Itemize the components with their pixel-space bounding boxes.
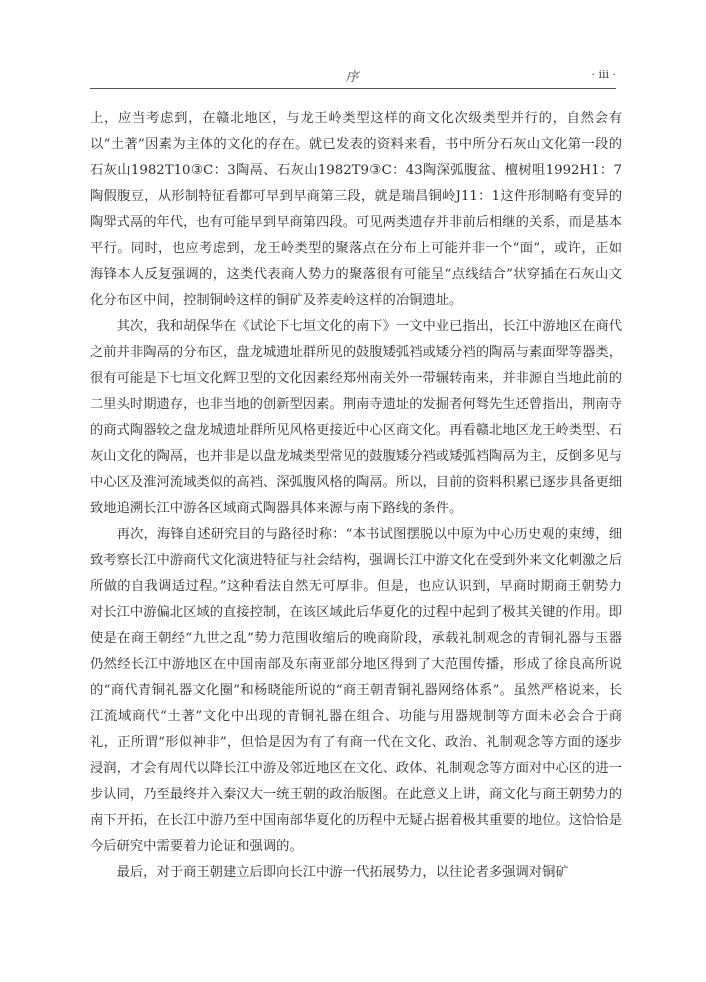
page-number: · iii ·: [591, 68, 616, 81]
running-title: 序: [345, 70, 361, 85]
page-header: [90, 66, 616, 88]
paragraph: 其次，我和胡保华在《试论下七垣文化的南下》一文中业已指出，长江中游地区在商代之前并非陶鬲的分布区，盘龙城遗址群所见的鼓腹矮弧裆或矮分裆的陶鬲与素面斝等器类，很有可能是下七垣文化辉卫型的文化因素经郑州南关外一带辗转南来，并非源自当地此前的二里头时期遗存，也非当地的创新型因素。荆南寺遗址的发掘者何驽先生还曾指出，荆南寺的商式陶器较之盘龙城遗址群所见风格更接近中心区商文化。再看赣北地区龙王岭类型、石灰山文化的陶鬲，也并非是以盘龙城类型常见的鼓腹矮分裆或矮弧裆陶鬲为主，反倒多见与中心区及淮河流域类似的高裆、深弧腹风格的陶鬲。所以，目前的资料积累已逐步具备更细致地追溯长江中游各区域商式陶器具体来源与南下路线的条件。: [90, 319, 622, 516]
paragraph-continued: 上，应当考虑到，在赣北地区，与龙王岭类型这样的商文化次级类型并行的，自然会有以“土著”因素为主体的文化的存在。就已发表的资料来看，书中所分石灰山文化第一段的石灰山1982T10③C：3陶鬲、石灰山1982T9③C：43陶深弧腹盆、檀树咀1992H1：7陶假腹豆，从形制特征看都可早到早商第三段，就是瑞昌铜岭J11：1这件形制略有变异的陶斝式鬲的年代，也有可能早到早商第四段。可见两类遗存并非前后相继的关系，而是基本平行。同时，也应考虑到，龙王岭类型的聚落点在分布上可能并非一个“面”，或许，正如海锋本人反复强调的，这类代表商人势力的聚落很有可能呈“点线结合”状穿插在石灰山文化分布区中间，控制铜岭这样的铜矿及荞麦岭这样的冶铜遗址。: [90, 111, 622, 308]
header-rule: [90, 88, 616, 89]
paragraph: 最后，对于商王朝建立后即向长江中游一代拓展势力，以往论者多强调对铜矿: [116, 865, 569, 880]
body-text: [90, 106, 622, 886]
paragraph: 再次，海锋自述研究目的与路径时称：“本书试图摆脱以中原为中心历史观的束缚，细致考察长江中游商代文化演进特征与社会结构，强调长江中游文化在受到外来文化刺激之后所做的自我调适过程。”这种看法自然无可厚非。但是，也应认识到，早商时期商王朝势力对长江中游偏北区域的直接控制，在该区域此后华夏化的过程中起到了极其关键的作用。即使是在商王朝经“九世之乱”势力范围收缩后的晚商阶段，承载礼制观念的青铜礼器与玉器仍然经长江中游地区在中国南部及东南亚部分地区得到了大范围传播，形成了徐良高所说的“商代青铜礼器文化圈”和杨晓能所说的“商王朝青铜礼器网络体系”。虽然严格说来，长江流域商代“土著”文化中出现的青铜礼器在组合、功能与用器规制等方面未必会合于商礼，正所谓“形似神非”，但恰是因为有了有商一代在文化、政治、礼制观念等方面的逐步浸润，才会有周代以降长江中游及邻近地区在文化、政体、礼制观念等方面对中心区的进一步认同，乃至最终并入秦汉大一统王朝的政治版图。在此意义上讲，商文化与商王朝势力的南下开拓，在长江中游乃至中国南部华夏化的历程中无疑占据着极其重要的地位。这恰恰是今后研究中需要着力论证和强调的。: [90, 527, 622, 854]
